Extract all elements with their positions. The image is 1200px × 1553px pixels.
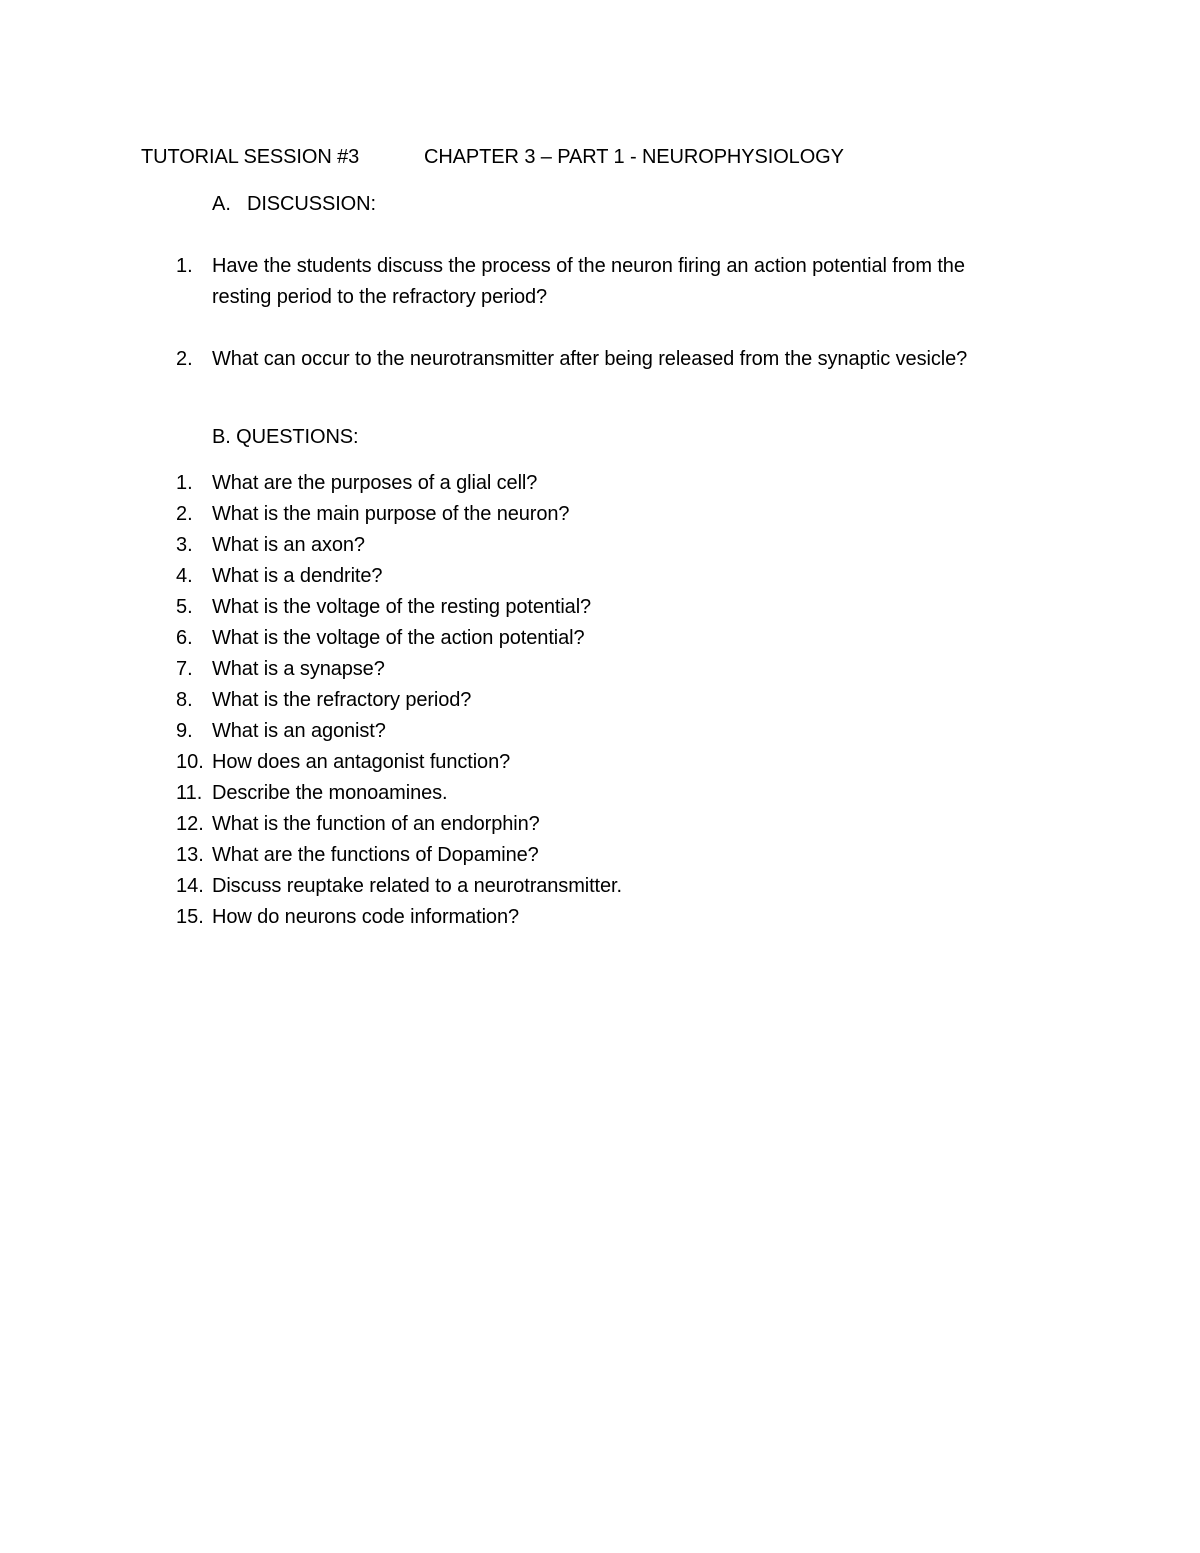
question-number: 12. [176,813,204,835]
question-text: How does an antagonist function? [212,751,511,773]
question-number: 7. [176,658,193,680]
question-text: What is an axon? [212,534,365,556]
question-text: What is the main purpose of the neuron? [212,503,570,525]
question-text: What are the purposes of a glial cell? [212,472,538,494]
discussion-item-number: 1. [176,255,193,277]
question-number: 15. [176,906,204,928]
chapter-title: CHAPTER 3 – PART 1 - NEUROPHYSIOLOGY [424,146,844,168]
question-number: 3. [176,534,193,556]
question-number: 11. [176,782,203,804]
question-text: What is the function of an endorphin? [212,813,540,835]
question-text: What is an agonist? [212,720,386,742]
question-number: 13. [176,844,204,866]
question-number: 8. [176,689,193,711]
question-text: What is a dendrite? [212,565,383,587]
question-text: What is the voltage of the resting potential? [212,596,592,618]
question-text: What is a synapse? [212,658,385,680]
question-text: How do neurons code information? [212,906,519,928]
question-number: 5. [176,596,193,618]
question-number: 10. [176,751,204,773]
question-number: 6. [176,627,193,649]
discussion-item-text: What can occur to the neurotransmitter after being released from the synaptic vesicle? [212,348,968,370]
section-a-marker: A. [212,193,231,215]
question-text: What is the refractory period? [212,689,472,711]
question-text: Discuss reuptake related to a neurotransmitter. [212,875,622,897]
discussion-item-number: 2. [176,348,193,370]
section-a-title: DISCUSSION: [247,193,376,215]
question-text: Describe the monoamines. [212,782,448,804]
section-b-title: B. QUESTIONS: [212,426,359,448]
discussion-item-text-continued: resting period to the refractory period? [212,286,548,308]
question-number: 9. [176,720,193,742]
question-number: 2. [176,503,193,525]
question-number: 14. [176,875,204,897]
question-number: 4. [176,565,193,587]
question-number: 1. [176,472,193,494]
question-text: What are the functions of Dopamine? [212,844,539,866]
discussion-item-text: Have the students discuss the process of the neuron firing an action potential from the [212,255,965,277]
question-text: What is the voltage of the action potential? [212,627,585,649]
session-title: TUTORIAL SESSION #3 [141,146,360,168]
